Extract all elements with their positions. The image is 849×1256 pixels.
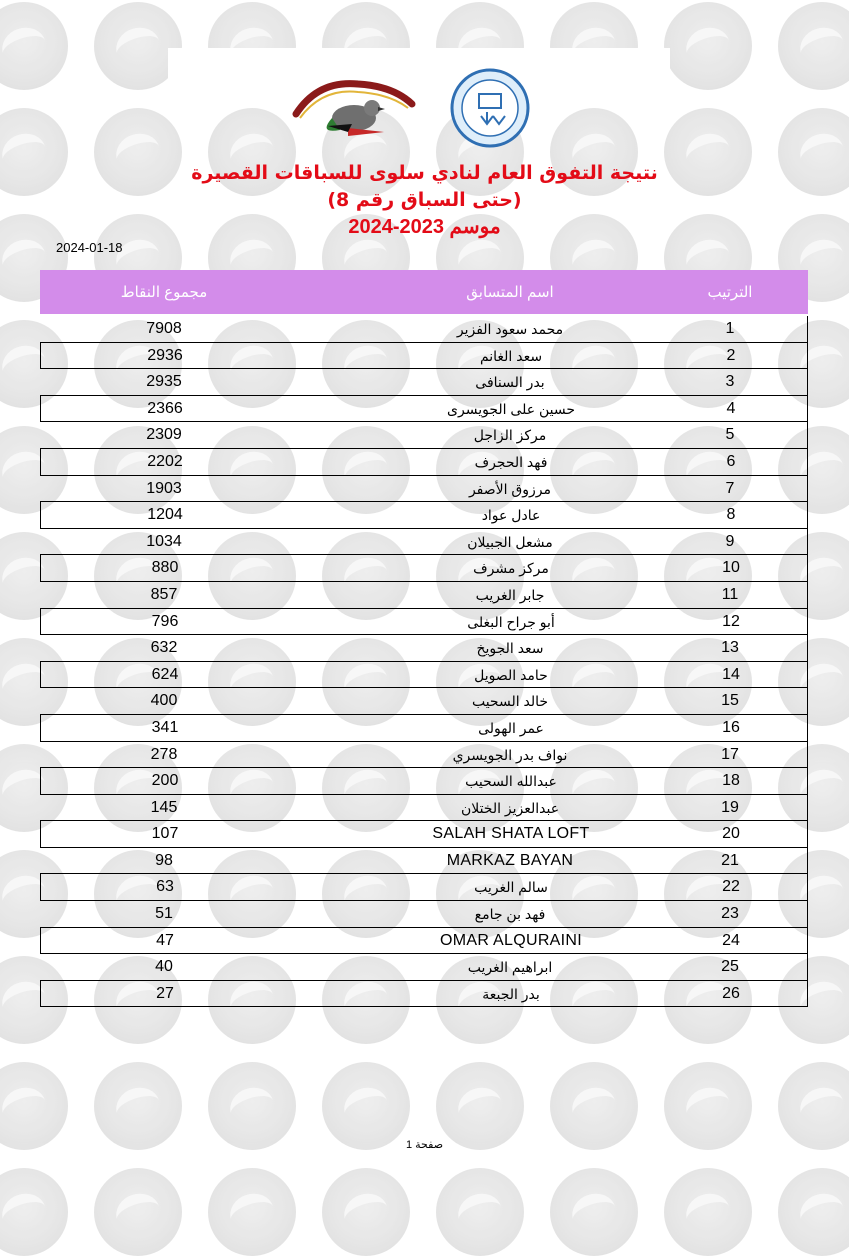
rank-cell: 4 xyxy=(726,399,736,417)
table-row xyxy=(40,502,808,529)
competitor-name-cell: MARKAZ BAYAN xyxy=(446,851,574,869)
total-points-cell: 63 xyxy=(156,878,174,896)
competitor-name-cell: سعد الجويخ xyxy=(476,640,544,657)
rank-cell: 24 xyxy=(722,931,740,949)
page-number: صفحة 1 xyxy=(405,1139,444,1151)
total-points-cell: 796 xyxy=(151,612,179,630)
rank-cell: 10 xyxy=(722,559,740,577)
total-points-cell: 51 xyxy=(155,905,173,923)
report-date: 2024-01-18 xyxy=(56,240,123,255)
rank-cell: 9 xyxy=(725,532,735,550)
title-line-season: موسم 2023-2024 xyxy=(348,216,501,238)
rank-cell: 7 xyxy=(725,479,735,497)
competitor-name-cell: مركز مشرف xyxy=(473,560,549,577)
competitor-name-cell: حسين على الجويسرى xyxy=(447,400,575,417)
total-points-cell: 1034 xyxy=(146,532,182,550)
table-row xyxy=(40,954,808,981)
top-blank-band xyxy=(168,48,670,90)
table-row xyxy=(40,582,808,609)
total-points-cell: 40 xyxy=(155,958,173,976)
competitor-name-cell: مركز الزاجل xyxy=(473,427,547,444)
table-row xyxy=(40,848,808,875)
header-total-points: مجموع النقاط xyxy=(120,284,208,301)
total-points-cell: 47 xyxy=(156,931,174,949)
table-row xyxy=(40,742,808,769)
table-row xyxy=(40,316,808,343)
rank-cell: 26 xyxy=(722,984,740,1002)
total-points-cell: 632 xyxy=(150,639,178,657)
total-points-cell: 1903 xyxy=(146,479,182,497)
table-row xyxy=(40,821,808,848)
total-points-cell: 145 xyxy=(150,798,178,816)
table-row xyxy=(40,795,808,822)
header-rank: الترتيب xyxy=(707,284,753,301)
total-points-cell: 400 xyxy=(150,692,178,710)
table-row xyxy=(40,901,808,928)
rank-cell: 2 xyxy=(726,346,736,364)
title-line-2: (حتى السباق رقم 8) xyxy=(327,189,522,211)
rank-cell: 20 xyxy=(722,825,740,843)
total-points-cell: 624 xyxy=(151,665,179,683)
table-row xyxy=(40,422,808,449)
table-row xyxy=(40,609,808,636)
total-points-cell: 341 xyxy=(151,718,179,736)
competitor-name-cell: مرزوق الأصفر xyxy=(468,480,552,497)
competitor-name-cell: فهد الحجرف xyxy=(474,453,548,470)
competitor-name-cell: مشعل الجبيلان xyxy=(467,533,553,550)
rank-cell: 11 xyxy=(721,585,739,603)
competitor-name-cell: سعد الغانم xyxy=(479,347,543,364)
table-row xyxy=(40,928,808,955)
total-points-cell: 98 xyxy=(155,851,173,869)
competitor-name-cell: سالم الغريب xyxy=(474,879,548,896)
total-points-cell: 7908 xyxy=(146,320,182,337)
total-points-cell: 857 xyxy=(150,585,178,603)
total-points-cell: 107 xyxy=(151,825,179,843)
rank-cell: 22 xyxy=(722,878,740,896)
rank-cell: 13 xyxy=(721,639,739,657)
title-line-1: نتيجة التفوق العام لنادي سلوى للسباقات القصيرة xyxy=(191,162,658,184)
table-row xyxy=(40,555,808,582)
competitor-name-cell: خالد السحيب xyxy=(471,693,549,710)
rank-cell: 16 xyxy=(722,718,740,736)
table-row xyxy=(40,635,808,662)
competitor-name-cell: أبو جراح البغلى xyxy=(467,613,555,630)
table-row xyxy=(40,476,808,503)
table-row xyxy=(40,343,808,370)
rank-cell: 23 xyxy=(721,905,739,923)
competitor-name-cell: حامد الصويل xyxy=(474,666,548,683)
total-points-cell: 27 xyxy=(156,984,174,1002)
rank-cell: 3 xyxy=(725,373,735,391)
competitor-name-cell: بدر السنافى xyxy=(475,374,545,391)
competitor-name-cell: بدر الجبعة xyxy=(482,985,540,1002)
rank-cell: 18 xyxy=(722,772,740,790)
rank-cell: 21 xyxy=(721,851,739,869)
total-points-cell: 1204 xyxy=(147,506,183,524)
competitor-name-cell: OMAR ALQURAINI xyxy=(439,931,583,949)
header-competitor-name: اسم المتسابق xyxy=(466,284,554,301)
total-points-cell: 2202 xyxy=(147,452,183,470)
total-points-cell: 2935 xyxy=(146,373,182,391)
rank-cell: 5 xyxy=(725,426,735,444)
competitor-name-cell: عبدالله السحيب xyxy=(465,773,557,790)
table-row xyxy=(40,768,808,795)
competitor-name-cell: عمر الهولى xyxy=(478,719,544,736)
total-points-cell: 2936 xyxy=(147,346,183,364)
competitor-name-cell: عبدالعزيز الختلان xyxy=(460,799,560,816)
table-row xyxy=(40,981,808,1008)
total-points-cell: 200 xyxy=(151,772,179,790)
competitor-name-cell: عادل عواد xyxy=(481,507,541,524)
table-row xyxy=(40,715,808,742)
table-header xyxy=(40,270,808,314)
rank-cell: 14 xyxy=(722,665,740,683)
rank-cell: 12 xyxy=(722,612,740,630)
competitor-name-cell: فهد بن جامع xyxy=(474,906,546,923)
table-row xyxy=(40,688,808,715)
total-points-cell: 2366 xyxy=(147,399,183,417)
table-row xyxy=(40,449,808,476)
competitor-name-cell: محمد سعود الفزير xyxy=(456,321,564,337)
competitor-name-cell: جابر الغريب xyxy=(475,586,545,603)
total-points-cell: 278 xyxy=(150,745,178,763)
table-row xyxy=(40,369,808,396)
table-row xyxy=(40,396,808,423)
rank-cell: 8 xyxy=(726,506,736,524)
rank-cell: 25 xyxy=(721,958,739,976)
competitor-name-cell: ابراهيم الغريب xyxy=(467,959,553,976)
results-table xyxy=(40,316,808,1007)
club-logo-bird xyxy=(288,74,418,140)
table-row xyxy=(40,662,808,689)
federation-seal-logo xyxy=(443,68,538,148)
rank-cell: 19 xyxy=(721,798,739,816)
rank-cell: 17 xyxy=(721,745,739,763)
report-title xyxy=(0,160,849,241)
total-points-cell: 2309 xyxy=(146,426,182,444)
rank-cell: 6 xyxy=(726,452,736,470)
table-row xyxy=(40,529,808,556)
table-row xyxy=(40,874,808,901)
total-points-cell: 880 xyxy=(151,559,179,577)
competitor-name-cell: نواف بدر الجويسري xyxy=(452,746,568,763)
rank-cell: 15 xyxy=(721,692,739,710)
rank-cell: 1 xyxy=(725,320,735,337)
competitor-name-cell: SALAH SHATA LOFT xyxy=(432,825,590,843)
